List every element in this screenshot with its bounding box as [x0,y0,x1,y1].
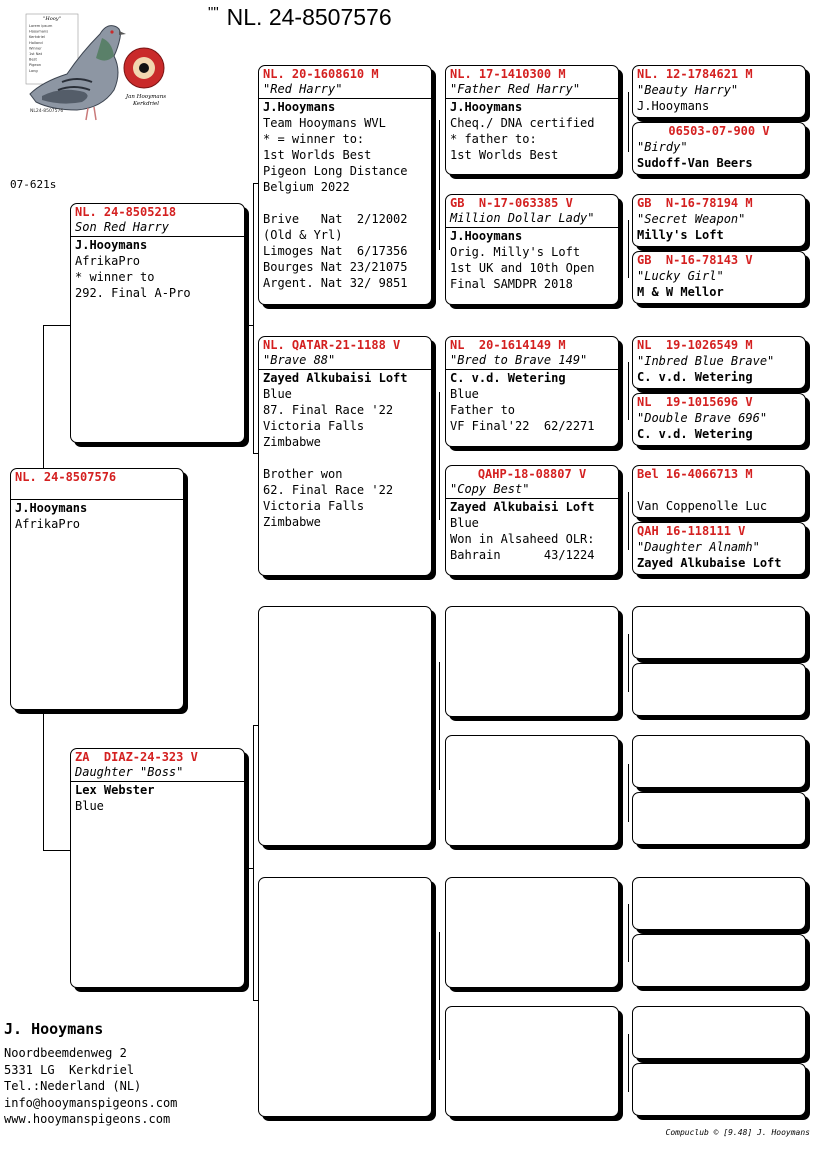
connector-line [439,932,440,1060]
ring-number: NL. 24-8505218 [75,205,177,219]
pigeon-card-empty[interactable] [445,606,619,717]
owner: J.Hooymans [263,100,336,114]
info-line: 87. Final Race '22 [263,403,394,417]
page-title [208,4,392,31]
ring-number: NL 20-1614149 M [450,338,566,352]
info-line: AfrikaPro [15,517,81,531]
owner: J.Hooymans [450,100,523,114]
ring-number: QAHP-18-08807 V [477,467,587,481]
logo-card-line: Kerkdriel [29,35,45,40]
pigeon-card-g7[interactable] [632,465,806,518]
title-quote: "" [208,4,219,21]
info-line: Zimbabwe [263,435,321,449]
connector-line [628,220,629,278]
pigeon-card-g6[interactable] [632,393,806,446]
ring-number: GB N-16-78143 V [637,253,753,267]
info-line: Father to [450,403,516,417]
info-line: Pigeon Long Distance [263,164,408,178]
info-line: Brive Nat 2/12002 [263,212,408,226]
pigeon-card-empty[interactable] [445,1006,619,1117]
connector-line [43,325,44,468]
connector-line [246,868,253,869]
ring-number: GB N-16-78194 M [637,196,753,210]
info-line: Team Hooymans WVL [263,116,386,130]
pedigree-code: 07-621s [10,178,57,191]
info-line: Zimbabwe [263,515,321,529]
connector-line [628,904,629,962]
info-line: 292. Final A-Pro [75,286,191,300]
logo-card-line: 1st Nat [29,52,43,56]
ring-number: QAH 16-118111 V [637,524,746,538]
logo-card-title: "Hooy" [43,16,61,22]
connector-line [43,710,44,850]
info-line: 1st UK and 10th Open [450,261,595,275]
info-line: VF Final'22 62/2271 [450,419,595,433]
info-line: Final SAMDPR 2018 [450,277,573,291]
connector-line [253,725,254,1000]
ring-number: NL 19-1026549 M [637,338,753,352]
ring-number: ZA DIAZ-24-323 V [75,750,198,764]
pigeon-card-empty[interactable] [258,606,432,846]
owner: M & W Mellor [637,285,724,299]
owner: Milly's Loft [637,228,724,242]
owner: C. v.d. Wetering [637,370,753,384]
logo-card-line: Pigeon [29,63,42,68]
pigeon-card-sds[interactable] [445,336,619,447]
info-line: Bourges Nat 23/21075 [263,260,408,274]
pigeon-name: "Double Brave 696" [637,411,768,425]
info-line: * father to: [450,132,537,146]
pigeon-card-empty[interactable] [632,1006,806,1059]
info-line: Cheq./ DNA certified [450,116,595,130]
ring-number: NL. 24-8507576 [11,469,183,500]
pigeon-name: "Bred to Brave 149" [446,353,618,370]
pigeon-card-empty[interactable] [445,877,619,988]
connector-line [439,662,440,790]
connector-line [253,183,254,453]
ring-number: NL. 12-1784621 M [637,67,753,81]
pigeon-card-subject[interactable] [10,468,184,710]
connector-line [43,325,70,326]
info-line: * winner to [75,270,155,284]
connector-line [628,362,629,420]
info-line: Limoges Nat 6/17356 [263,244,408,258]
pigeon-name: "Copy Best" [446,482,618,499]
info-line: Belgium 2022 [263,180,350,194]
connector-line [43,850,70,851]
ring-number: Bel 16-4066713 M [637,467,753,481]
info-line: Argent. Nat 32/ 9851 [263,276,408,290]
breeder-website[interactable]: www.hooymanspigeons.com [4,1112,171,1126]
pigeon-name: "Brave 88" [259,353,431,370]
pigeon-card-empty[interactable] [632,663,806,716]
owner: J.Hooymans [15,501,88,515]
logo-caption: Kerkdriel [132,101,160,107]
logo-card-line: Best [29,57,37,62]
owner: J.Hooymans [450,229,523,243]
info-line: Blue [450,387,479,401]
pigeon-card-sire-dam[interactable] [258,336,432,576]
breeder-name: J. Hooymans [4,1020,104,1038]
logo-pigeon-image [22,12,172,124]
info-line: Blue [75,799,104,813]
breeder-email[interactable]: info@hooymanspigeons.com [4,1095,178,1110]
pigeon-card-sss[interactable] [445,65,619,175]
connector-line [628,634,629,692]
pigeon-card-g1[interactable] [632,65,806,118]
owner: J.Hooymans [75,238,148,252]
logo-card-line: Lorem ipsum [29,24,53,28]
logo-card-line: Hooymans [29,29,49,34]
pigeon-card-empty[interactable] [632,877,806,930]
info-line: Bahrain 43/1224 [450,548,595,562]
info-line: Blue [450,516,479,530]
pigeon-card-g4[interactable] [632,251,806,304]
owner: Van Coppenolle Luc [637,499,768,513]
info-line: Victoria Falls [263,499,365,513]
connector-line [628,764,629,822]
info-line [259,450,431,466]
pigeon-card-empty[interactable] [258,877,432,1117]
info-line: AfrikaPro [75,254,141,268]
pigeon-card-sire-sire[interactable] [258,65,432,305]
info-line: Won in Alsaheed OLR: [450,532,595,546]
logo-ring-label: NL24-8507576 [30,109,64,114]
info-line: Victoria Falls [263,419,365,433]
ring-number: NL. 20-1608610 M [263,67,379,81]
pigeon-name: Son Red Harry [71,220,244,237]
connector-line [439,392,440,520]
logo-caption: Jan Hooymans [125,94,167,100]
pigeon-name: Daughter "Boss" [71,765,244,782]
pigeon-card-ssd[interactable] [445,194,619,305]
pigeon-card-g8[interactable] [632,522,806,575]
info-line: * = winner to: [263,132,365,146]
info-line: 1st Worlds Best [263,148,372,162]
connector-line [628,92,629,152]
logo-card-line: Long [29,68,38,73]
owner: C. v.d. Wetering [450,371,566,385]
owner: Zayed Alkubaisi Loft [263,371,408,385]
breeder-phone: Tel.:Nederland (NL) [4,1079,142,1093]
footer-credit: Compuclub © [9.48] J. Hooymans [665,1128,810,1137]
owner: Zayed Alkubaisi Loft [450,500,595,514]
pigeon-name: "Inbred Blue Brave" [637,354,775,368]
ring-number: GB N-17-063385 V [450,196,573,210]
pigeon-card-empty[interactable] [445,735,619,846]
title-ring: NL. 24-8507576 [226,4,392,30]
ring-number: NL 19-1015696 V [637,395,753,409]
ring-number: NL. 17-1410300 M [450,67,566,81]
pigeon-name: "Secret Weapon" [637,212,746,226]
info-line: Blue [263,387,292,401]
breeder-postcode: 5331 LG Kerkdriel [4,1062,135,1077]
info-line: 62. Final Race '22 [263,483,394,497]
pigeon-card-g5[interactable] [632,336,806,389]
pigeon-card-sire[interactable] [70,203,245,443]
info-line: (Old & Yrl) [263,228,343,242]
pigeon-card-g3[interactable] [632,194,806,247]
info-line: Brother won [263,467,343,481]
pigeon-card-empty[interactable] [632,606,806,659]
pigeon-name: "Red Harry" [259,82,431,99]
info-line [259,195,431,211]
pigeon-name: "Father Red Harry" [446,82,618,99]
ring-number: NL. QATAR-21-1188 V [263,338,401,352]
connector-line [246,325,253,326]
logo-card-line: Winner [29,46,42,51]
breeder-info [4,1019,177,1128]
pigeon-name: "Lucky Girl" [637,269,724,283]
pigeon-name: "Beauty Harry" [637,83,739,97]
pigeon-card-g2[interactable] [632,122,806,175]
pigeon-card-dam[interactable] [70,748,245,988]
owner: C. v.d. Wetering [637,427,753,441]
breeder-address: Noordbeemdenweg 2 [4,1046,127,1060]
info-line: Orig. Milly's Loft [450,245,581,259]
pigeon-card-empty[interactable] [632,792,806,845]
info-line: 1st Worlds Best [450,148,559,162]
owner: Sudoff-Van Beers [637,156,753,170]
pigeon-name: "Daughter Alnamh" [637,540,760,554]
owner: Zayed Alkubaise Loft [637,556,782,570]
logo-card-line: Holland [29,40,43,45]
pigeon-card-sdd[interactable] [445,465,619,576]
connector-line [628,492,629,550]
pigeon-card-empty[interactable] [632,934,806,987]
ring-number: 06503-07-900 V [668,124,770,138]
pigeon-name [633,482,805,498]
pigeon-card-empty[interactable] [632,735,806,788]
owner: Lex Webster [75,783,155,797]
pigeon-name: Million Dollar Lady" [446,211,618,228]
connector-line [628,1034,629,1092]
pigeon-name: "Birdy" [637,140,688,154]
connector-line [439,120,440,250]
owner: J.Hooymans [637,99,710,113]
pigeon-card-empty[interactable] [632,1063,806,1116]
